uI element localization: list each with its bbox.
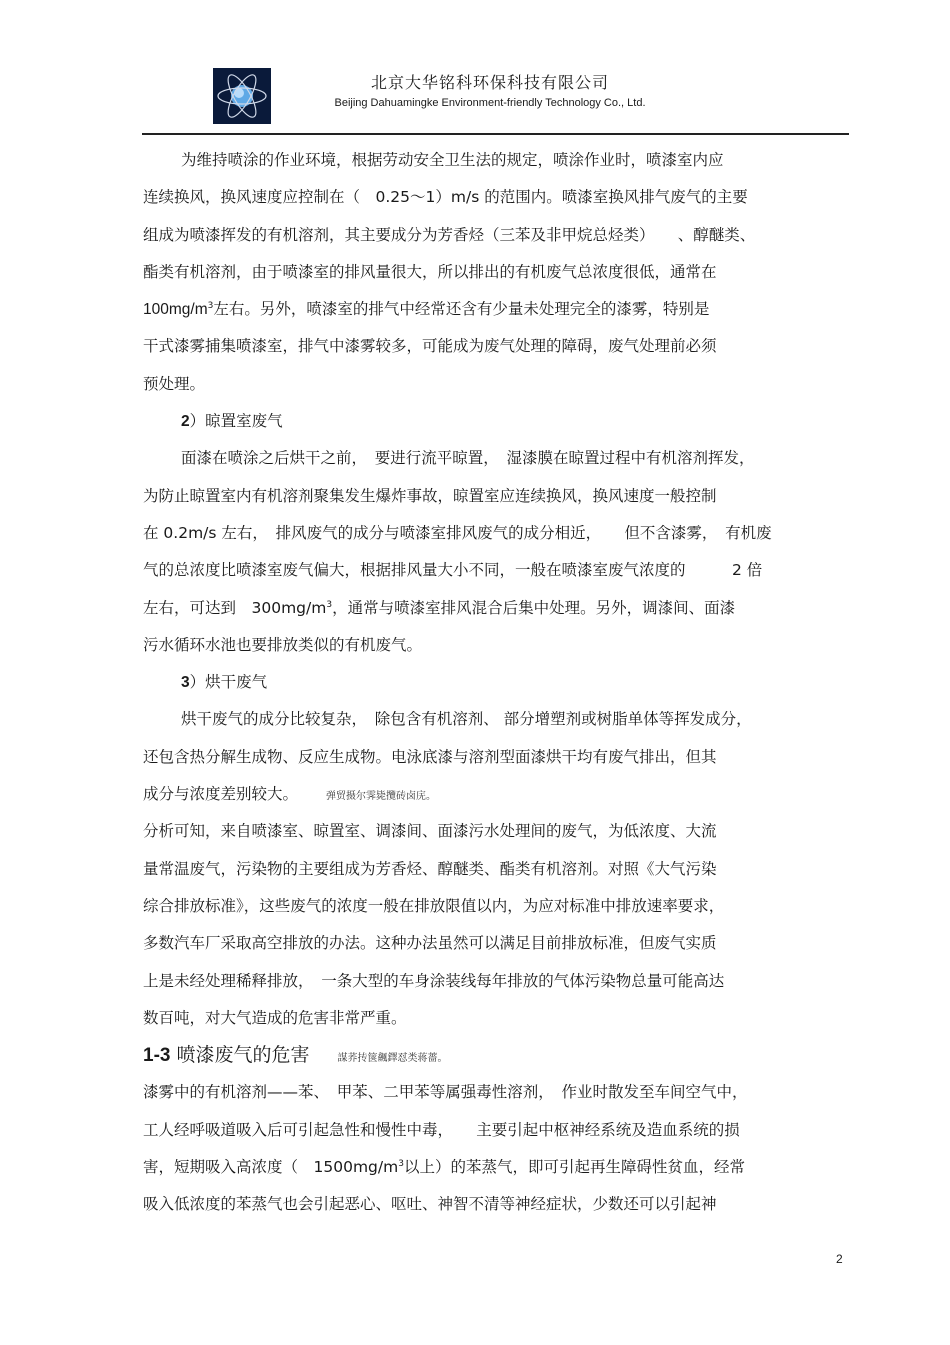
paragraph-line: 数百吨，对大气造成的危害非常严重。 bbox=[143, 1008, 407, 1027]
paragraph-line bbox=[143, 590, 853, 627]
paragraph-line: 烘干废气的成分比较复杂， 除包含有机溶剂、 部分增塑剂或树脂单体等挥发成分， bbox=[181, 710, 752, 729]
paragraph-line: 干式漆雾捕集喷漆室，排气中漆雾较多，可能成为废气处理的障碍，废气处理前必须 bbox=[143, 337, 717, 356]
page-header bbox=[0, 0, 950, 140]
document-body bbox=[143, 142, 853, 1224]
paragraph-line bbox=[143, 1149, 853, 1186]
paragraph-line: 漆雾中的有机溶剂——苯、 甲苯、二甲苯等属强毒性溶剂， 作业时散发至车间空气中， bbox=[143, 1083, 748, 1102]
heading-number: 2 bbox=[181, 413, 190, 431]
line-text: 成分与浓度差别较大。 bbox=[143, 785, 299, 804]
concentration-value: 100mg/m bbox=[143, 301, 208, 319]
section-heading-2 bbox=[143, 403, 853, 440]
paragraph-line: 综合排放标准》，这些废气的浓度一般在排放限值以内，为应对标准中排放速率要求， bbox=[143, 896, 725, 915]
paragraph-line: 多数汽车厂采取高空排放的办法。这种办法虽然可以满足目前排放标准，但废气实质 bbox=[143, 934, 717, 953]
heading-number: 1-3 bbox=[143, 1045, 171, 1067]
paragraph-line: 为维持喷涂的作业环境，根据劳动安全卫生法的规定，喷涂作业时，喷漆室内应 bbox=[181, 151, 724, 169]
garbled-note: 弹贸摄尔霁毙攬砖卤庑。 bbox=[326, 791, 437, 803]
paragraph-line: 上是未经处理稀释排放， 一条大型的车身涂装线每年排放的气体污染物总量可能高达 bbox=[143, 971, 725, 990]
paragraph-line: 预处理。 bbox=[143, 374, 206, 393]
paragraph-line: 气的总浓度比喷漆室废气偏大，根据排风量大小不同，一般在喷漆室废气浓度的 2 倍 bbox=[143, 561, 763, 580]
line-text: ，通常与喷漆室排风混合后集中处理。另外，调漆间、面漆 bbox=[332, 598, 736, 617]
superscript: 3 bbox=[398, 1159, 404, 1170]
paragraph-line: 分析可知，来自喷漆室、晾置室、调漆间、面漆污水处理间的废气，为低浓度、大流 bbox=[143, 822, 717, 841]
paragraph-line bbox=[143, 776, 853, 813]
paragraph-line: 吸入低浓度的苯蒸气也会引起恶心、呕吐、神智不清等神经症状，少数还可以引起神 bbox=[143, 1195, 717, 1214]
company-name-en: Beijing Dahuamingke Environment-friendly Technology Co., Ltd. bbox=[334, 97, 646, 109]
atom-globe-logo-icon bbox=[213, 68, 271, 124]
paragraph-line bbox=[143, 291, 853, 328]
paragraph-line: 面漆在喷涂之后烘干之前， 要进行流平晾置， 湿漆膜在晾置过程中有机溶剂挥发， bbox=[181, 449, 755, 468]
company-name-cn: 北京大华铭科环保科技有限公司 bbox=[370, 73, 609, 92]
garbled-note: 謀荞抟箧飆鐸怼类蒋薔。 bbox=[337, 1053, 448, 1065]
superscript: 3 bbox=[207, 301, 214, 312]
header-divider bbox=[142, 133, 849, 135]
heading-text: ）烘干废气 bbox=[189, 673, 268, 692]
page-number: 2 bbox=[836, 1252, 843, 1266]
paragraph-line: 连续换风，换风速度应控制在（ 0.25～1）m/s 的范围内。喷漆室换风排气废气的主要 bbox=[143, 188, 748, 207]
section-heading-3 bbox=[143, 664, 853, 701]
paragraph-line: 量常温废气，污染物的主要组成为芳香烃、醇醚类、酯类有机溶剂。对照《大气污染 bbox=[143, 859, 717, 878]
paragraph-line: 污水循环水池也要排放类似的有机废气。 bbox=[143, 635, 423, 654]
paragraph-line: 工人经呼吸道吸入后可引起急性和慢性中毒， 主要引起中枢神经系统及造血系统的损 bbox=[143, 1120, 740, 1139]
line-text: 以上）的苯蒸气，即可引起再生障碍性贫血，经常 bbox=[403, 1158, 745, 1177]
section-heading-1-3 bbox=[143, 1037, 853, 1074]
line-text: 左右，可达到 300mg/m bbox=[143, 598, 327, 617]
heading-text: 喷漆废气的危害 bbox=[170, 1044, 310, 1067]
paragraph-line: 为防止晾置室内有机溶剂聚集发生爆炸事故，晾置室应连续换风，换风速度一般控制 bbox=[143, 486, 717, 505]
heading-text: ）晾置室废气 bbox=[189, 412, 283, 431]
superscript: 3 bbox=[326, 599, 333, 610]
paragraph-line: 在 0.2m/s 左右， 排风废气的成分与喷漆室排风废气的成分相近， 但不含漆雾， 有机废 bbox=[143, 523, 772, 542]
paragraph-line: 组成为喷漆挥发的有机溶剂，其主要成分为芳香烃（三苯及非甲烷总烃类） 、醇醚类、 bbox=[143, 225, 756, 244]
line-text: 左右。另外，喷漆室的排气中经常还含有少量未处理完全的漆雾，特别是 bbox=[213, 300, 710, 319]
paragraph-line: 酯类有机溶剂，由于喷漆室的排风量很大，所以排出的有机废气总浓度很低，通常在 bbox=[143, 262, 717, 281]
line-text: 害，短期吸入高浓度（ 1500mg/m bbox=[143, 1158, 399, 1177]
heading-number: 3 bbox=[181, 674, 190, 692]
paragraph-line: 还包含热分解生成物、反应生成物。电泳底漆与溶剂型面漆烘干均有废气排出，但其 bbox=[143, 747, 717, 766]
